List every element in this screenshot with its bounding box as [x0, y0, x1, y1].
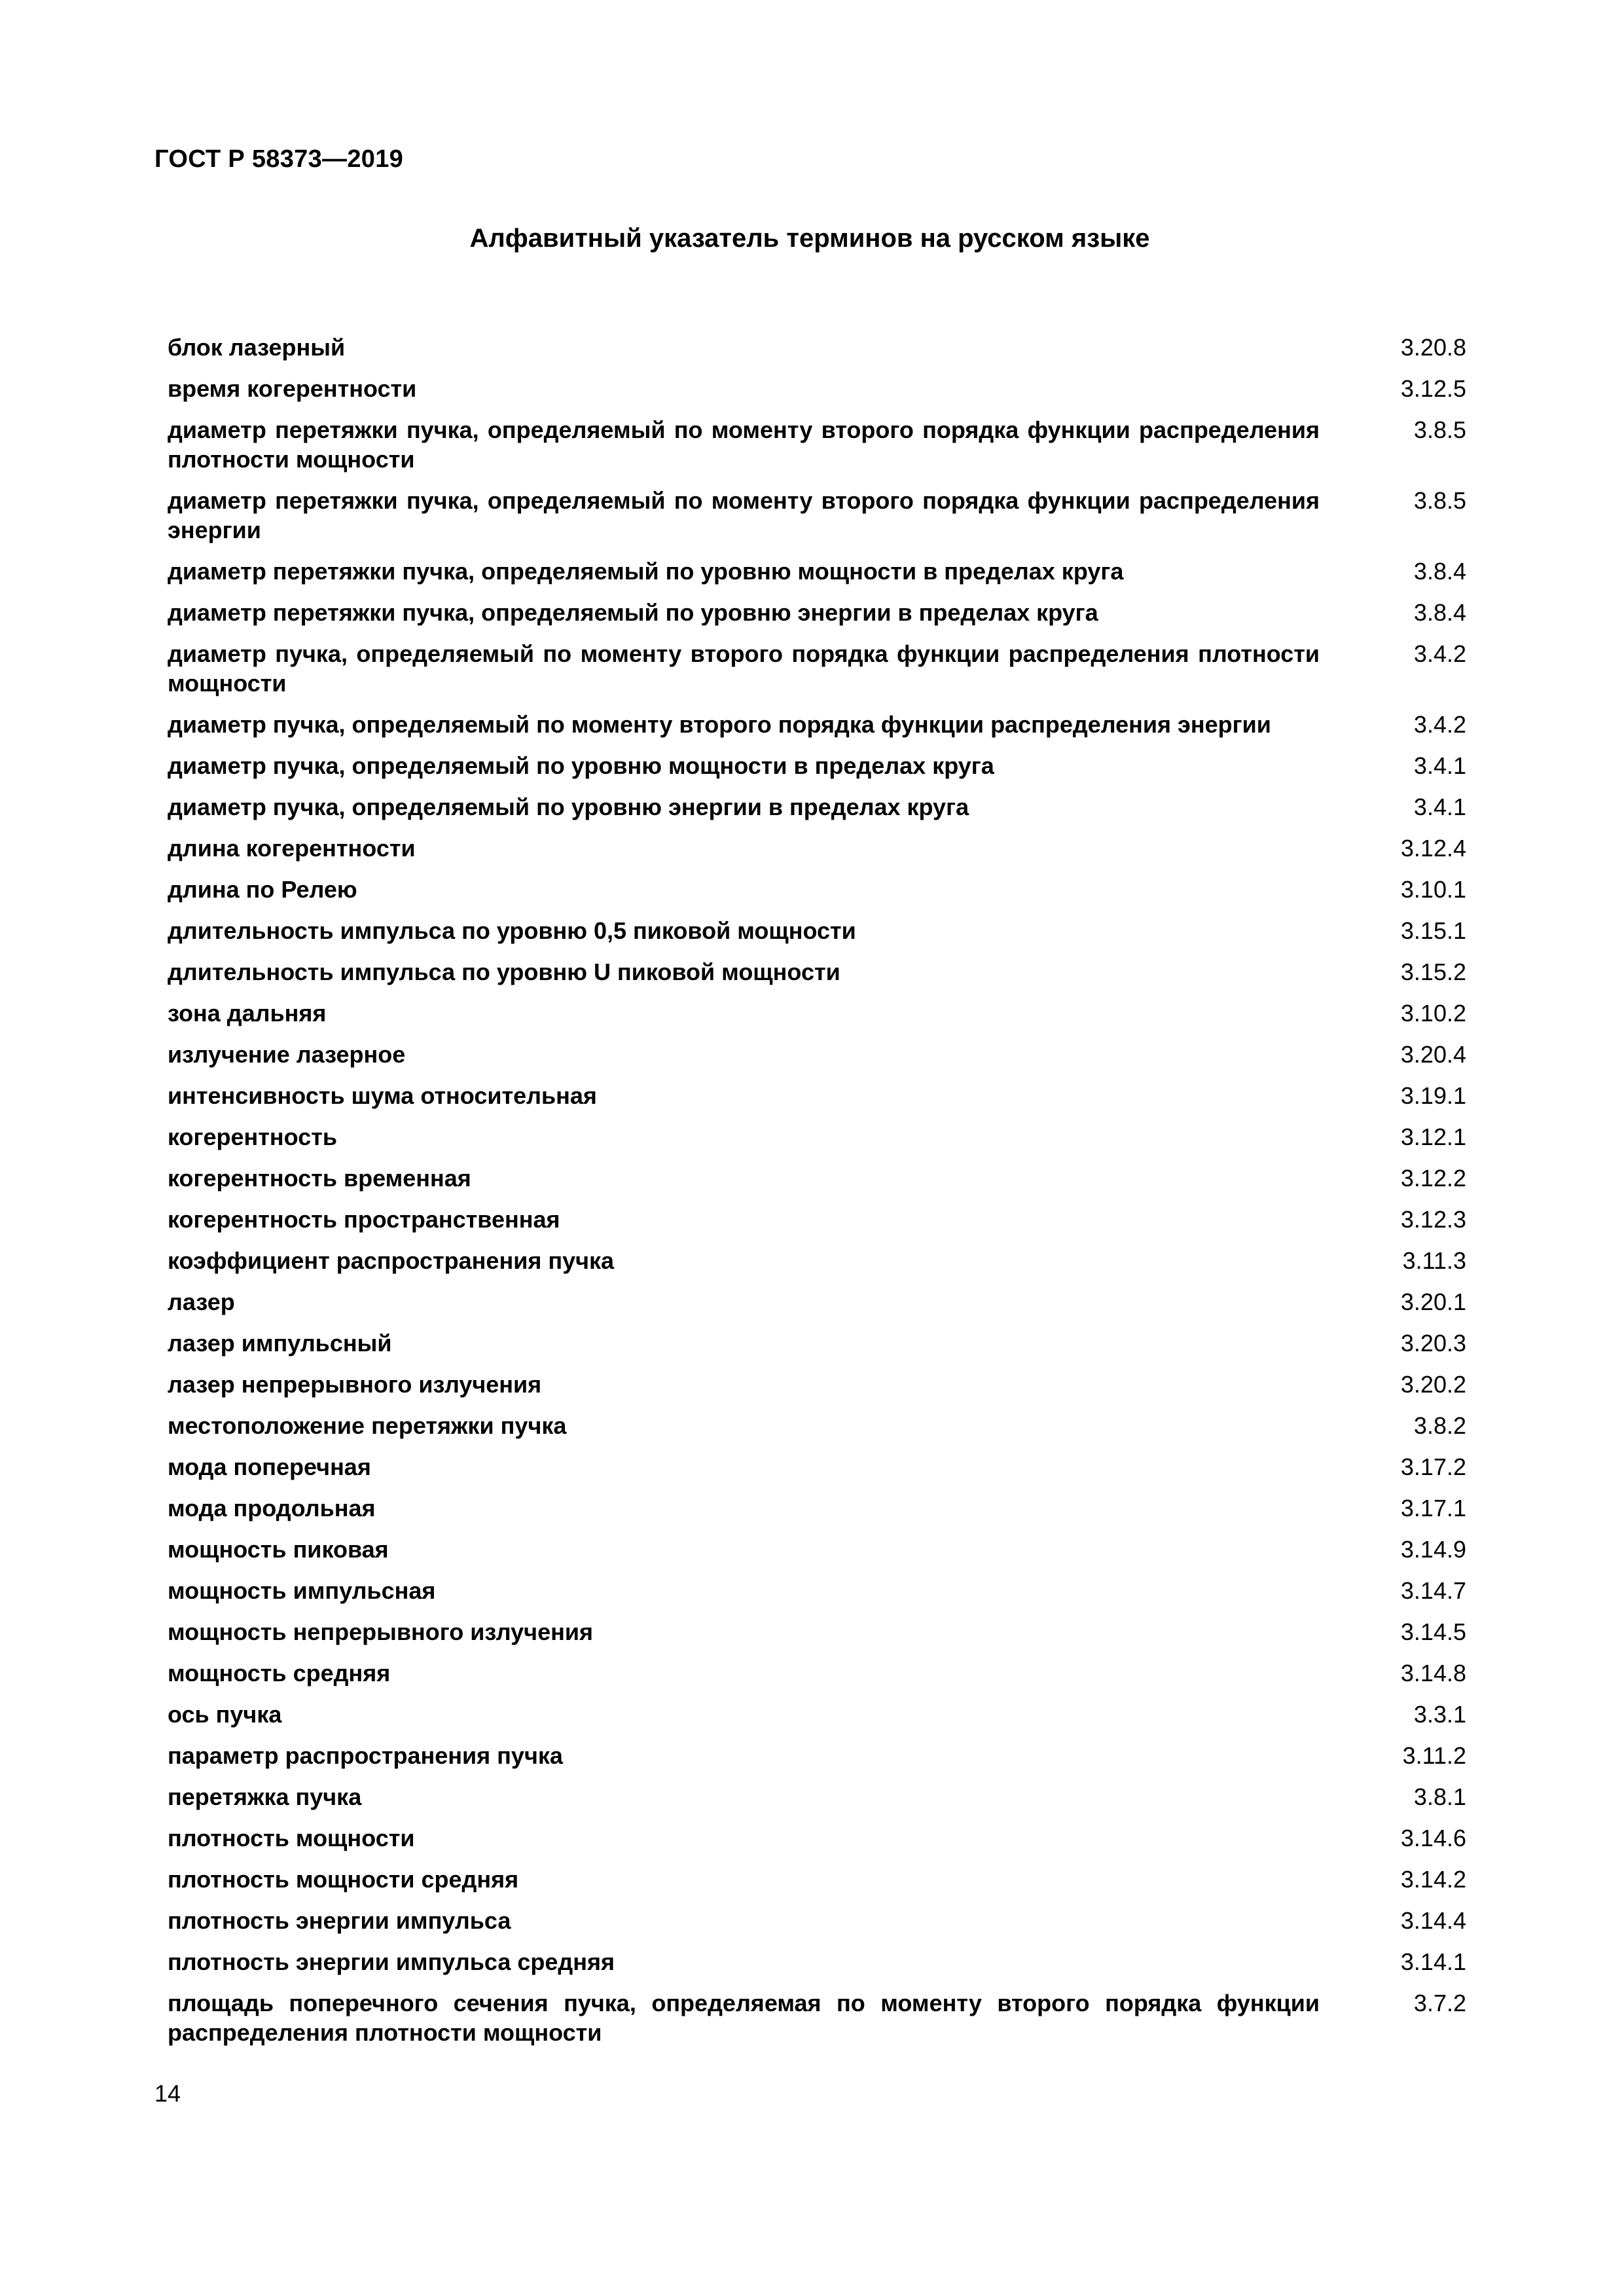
index-entry — [168, 1535, 1466, 1564]
index-term-reference: 3.4.2 — [1413, 711, 1466, 738]
index-entry — [168, 1576, 1466, 1605]
index-term: коэффициент распространения пучка — [168, 1247, 615, 1274]
index-term-reference: 3.12.5 — [1400, 375, 1466, 402]
index-term-reference: 3.19.1 — [1400, 1082, 1466, 1109]
index-term: местоположение перетяжки пучка — [168, 1412, 567, 1439]
index-term: время когерентности — [168, 375, 417, 402]
index-entry — [168, 998, 1466, 1028]
term-index-list — [168, 333, 1466, 2059]
index-term: диаметр пучка, определяемый по моменту второго порядка функции распределения энергии — [168, 711, 1271, 738]
index-entry — [168, 1246, 1466, 1275]
index-entry — [168, 1411, 1466, 1440]
index-term: мощность непрерывного излучения — [168, 1618, 593, 1645]
index-term: лазер — [168, 1288, 235, 1315]
index-entry — [168, 1658, 1466, 1688]
index-term-reference: 3.12.1 — [1400, 1123, 1466, 1150]
index-term-reference: 3.11.3 — [1402, 1247, 1466, 1274]
index-term-reference: 3.4.1 — [1413, 793, 1466, 820]
index-term: диаметр пучка, определяемый по моменту второго порядка функции распределения плотности мощности — [168, 640, 1320, 697]
index-term: длительность импульса по уровню 0,5 пиковой мощности — [168, 917, 856, 944]
index-term: площадь поперечного сечения пучка, определяемая по моменту второго порядка функции распределения плотности мощности — [168, 1990, 1320, 2046]
index-term: диаметр перетяжки пучка, определяемый по моменту второго порядка функции распределения плотности мощности — [168, 416, 1320, 473]
index-term: плотность мощности средняя — [168, 1866, 519, 1893]
index-entry — [168, 875, 1466, 904]
index-term: когерентность — [168, 1123, 337, 1150]
index-entry — [168, 1452, 1466, 1482]
index-term-reference: 3.3.1 — [1413, 1701, 1466, 1728]
index-term: плотность энергии импульса средняя — [168, 1948, 615, 1975]
index-entry — [168, 1988, 1466, 2047]
index-term-reference: 3.8.2 — [1413, 1412, 1466, 1439]
index-term: ось пучка — [168, 1701, 282, 1728]
index-entry — [168, 1081, 1466, 1110]
index-term-reference: 3.20.1 — [1400, 1288, 1466, 1315]
index-entry — [168, 1328, 1466, 1358]
index-term-reference: 3.14.8 — [1400, 1660, 1466, 1686]
index-title: Алфавитный указатель терминов на русском языке — [469, 224, 1150, 253]
index-term: диаметр пучка, определяемый по уровню энергии в пределах круга — [168, 793, 969, 820]
index-entry — [168, 415, 1466, 474]
index-term-reference: 3.14.9 — [1400, 1536, 1466, 1563]
document-code: ГОСТ Р 58373—2019 — [154, 145, 404, 173]
index-term: диаметр пучка, определяемый по уровню мощности в пределах круга — [168, 752, 994, 779]
index-term-reference: 3.4.2 — [1413, 640, 1466, 667]
index-term: плотность мощности — [168, 1825, 415, 1851]
page-number: 14 — [154, 2080, 181, 2107]
index-entry — [168, 598, 1466, 627]
index-term: лазер импульсный — [168, 1330, 392, 1357]
index-term-reference: 3.8.4 — [1413, 599, 1466, 626]
index-entry — [168, 1163, 1466, 1193]
index-entry — [168, 556, 1466, 586]
index-term: длина по Релею — [168, 876, 357, 903]
index-term-reference: 3.10.1 — [1400, 876, 1466, 903]
index-term-reference: 3.17.2 — [1400, 1453, 1466, 1480]
index-term: лазер непрерывного излучения — [168, 1371, 542, 1398]
index-term: длительность импульса по уровню U пиковой мощности — [168, 958, 840, 985]
index-term: когерентность пространственная — [168, 1206, 560, 1233]
index-term-reference: 3.8.5 — [1413, 487, 1466, 514]
index-entry — [168, 957, 1466, 987]
index-entry — [168, 374, 1466, 403]
index-entry — [168, 1205, 1466, 1234]
index-term-reference: 3.15.1 — [1400, 917, 1466, 944]
index-term-reference: 3.14.2 — [1400, 1866, 1466, 1893]
index-entry — [168, 916, 1466, 945]
index-term-reference: 3.14.5 — [1400, 1618, 1466, 1645]
index-term-reference: 3.20.8 — [1400, 334, 1466, 361]
index-term: мощность пиковая — [168, 1536, 389, 1563]
index-term: мода продольная — [168, 1495, 376, 1522]
index-term-reference: 3.11.2 — [1402, 1742, 1466, 1769]
index-term-reference: 3.17.1 — [1400, 1495, 1466, 1522]
index-term: параметр распространения пучка — [168, 1742, 563, 1769]
index-entry — [168, 1040, 1466, 1069]
index-term: мода поперечная — [168, 1453, 371, 1480]
index-term-reference: 3.15.2 — [1400, 958, 1466, 985]
index-term-reference: 3.8.4 — [1413, 558, 1466, 585]
index-entry — [168, 833, 1466, 863]
index-entry — [168, 1906, 1466, 1935]
index-term: диаметр перетяжки пучка, определяемый по уровню энергии в пределах круга — [168, 599, 1098, 626]
index-entry — [168, 1741, 1466, 1770]
index-term-reference: 3.20.2 — [1400, 1371, 1466, 1398]
index-term: когерентность временная — [168, 1165, 471, 1192]
index-entry — [168, 333, 1466, 362]
index-entry — [168, 1947, 1466, 1977]
index-term-reference: 3.8.1 — [1413, 1783, 1466, 1810]
index-entry — [168, 710, 1466, 739]
index-term-reference: 3.10.2 — [1400, 1000, 1466, 1027]
index-entry — [168, 1122, 1466, 1152]
index-term: излучение лазерное — [168, 1041, 406, 1068]
index-entry — [168, 1287, 1466, 1317]
index-entry — [168, 1823, 1466, 1853]
index-term: диаметр перетяжки пучка, определяемый по моменту второго порядка функции распределения энергии — [168, 487, 1320, 543]
index-term-reference: 3.8.5 — [1413, 416, 1466, 443]
index-term-reference: 3.14.4 — [1400, 1907, 1466, 1934]
index-term-reference: 3.20.4 — [1400, 1041, 1466, 1068]
index-entry — [168, 792, 1466, 822]
index-entry — [168, 1700, 1466, 1729]
index-entry — [168, 1617, 1466, 1647]
index-term: перетяжка пучка — [168, 1783, 362, 1810]
index-term-reference: 3.4.1 — [1413, 752, 1466, 779]
index-entry — [168, 1493, 1466, 1523]
index-term: блок лазерный — [168, 334, 346, 361]
index-entry — [168, 486, 1466, 545]
index-entry — [168, 1865, 1466, 1894]
index-entry — [168, 639, 1466, 698]
index-term: длина когерентности — [168, 835, 416, 862]
index-term: плотность энергии импульса — [168, 1907, 511, 1934]
index-entry — [168, 751, 1466, 780]
index-term: мощность средняя — [168, 1660, 391, 1686]
index-term-reference: 3.14.7 — [1400, 1577, 1466, 1604]
index-term-reference: 3.12.2 — [1400, 1165, 1466, 1192]
index-term: мощность импульсная — [168, 1577, 436, 1604]
index-term-reference: 3.14.6 — [1400, 1825, 1466, 1851]
index-term: диаметр перетяжки пучка, определяемый по уровню мощности в пределах круга — [168, 558, 1124, 585]
index-term-reference: 3.12.4 — [1400, 835, 1466, 862]
index-term-reference: 3.20.3 — [1400, 1330, 1466, 1357]
index-entry — [168, 1782, 1466, 1812]
index-entry — [168, 1370, 1466, 1399]
index-term: интенсивность шума относительная — [168, 1082, 597, 1109]
index-term-reference: 3.14.1 — [1400, 1948, 1466, 1975]
index-term: зона дальняя — [168, 1000, 327, 1027]
index-term-reference: 3.12.3 — [1400, 1206, 1466, 1233]
index-term-reference: 3.7.2 — [1413, 1990, 1466, 2016]
